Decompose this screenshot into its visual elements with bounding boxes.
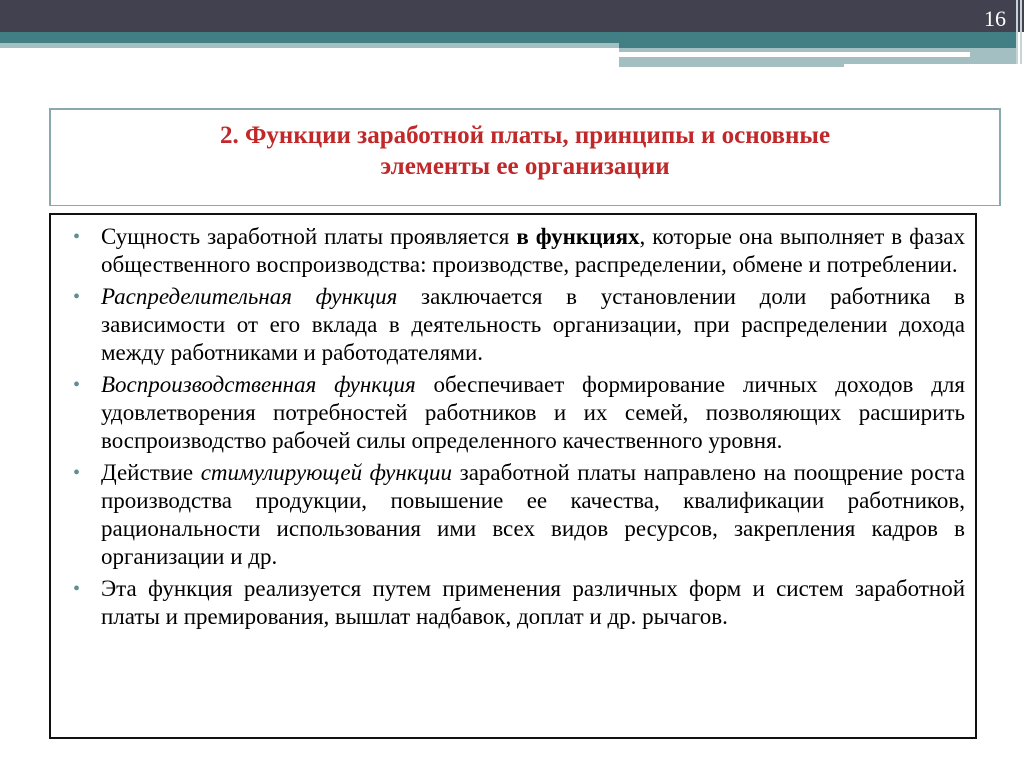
bullet-text: Воспроизводственная функция bbox=[101, 372, 416, 397]
bullet-item bbox=[101, 283, 965, 367]
decor-strip bbox=[844, 64, 1024, 68]
slide-title bbox=[51, 120, 999, 182]
title-box bbox=[49, 108, 1001, 206]
bullet-text: , которые она выполняет в фазах общественного воспроизводства: производстве, распределении, обмене и потреблении. bbox=[101, 224, 965, 277]
decor-strip bbox=[0, 43, 619, 48]
decor-strip bbox=[970, 48, 1016, 64]
bullet-item bbox=[101, 371, 965, 455]
decor-line bbox=[1016, 0, 1018, 64]
bullet-text: Эта функция реализуется путем применения различных форм и систем заработной платы и премирования, вышлат надбавок, доплат и др. рычагов. bbox=[101, 576, 965, 629]
bullet-text: стимулирующей функции bbox=[200, 460, 453, 485]
content-box bbox=[49, 213, 977, 739]
top-bar bbox=[0, 0, 1024, 32]
bullet-item bbox=[101, 223, 965, 279]
title-line: 2. Функции заработной платы, принципы и основные bbox=[219, 122, 831, 149]
decor-line bbox=[1020, 0, 1022, 64]
bullet-text: Сущность заработной платы проявляется bbox=[101, 224, 517, 249]
page-number: 16 bbox=[984, 6, 1006, 31]
bullet-text: заключается в установлении доли работника в зависимости от его вклада в деятельность организации, при распределении дохода между работниками и работодателями. bbox=[101, 284, 965, 365]
bullet-item bbox=[101, 459, 965, 571]
bullet-text: заработной платы направлено на поощрение роста производства продукции, повышение ее качества, квалификации работников, рациональности использования ими всех видов ресурсов, закрепления кадров в организации и др. bbox=[101, 460, 966, 569]
bullet-item bbox=[101, 575, 965, 631]
decor-strip bbox=[619, 48, 1016, 52]
bullet-text: обеспечивает формирование личных доходов для удовлетворения потребностей работников и их семей, позволяющих расширить воспроизводство рабочей силы определенного качественного уровня. bbox=[101, 372, 965, 453]
bullet-text: Действие bbox=[101, 460, 201, 485]
bullet-text: Распределительная функция bbox=[101, 284, 398, 309]
teal-band bbox=[0, 32, 1016, 43]
bullet-text: в функциях bbox=[516, 224, 640, 249]
bullet-list bbox=[101, 223, 965, 631]
title-line: элементы ее организации bbox=[380, 153, 670, 180]
